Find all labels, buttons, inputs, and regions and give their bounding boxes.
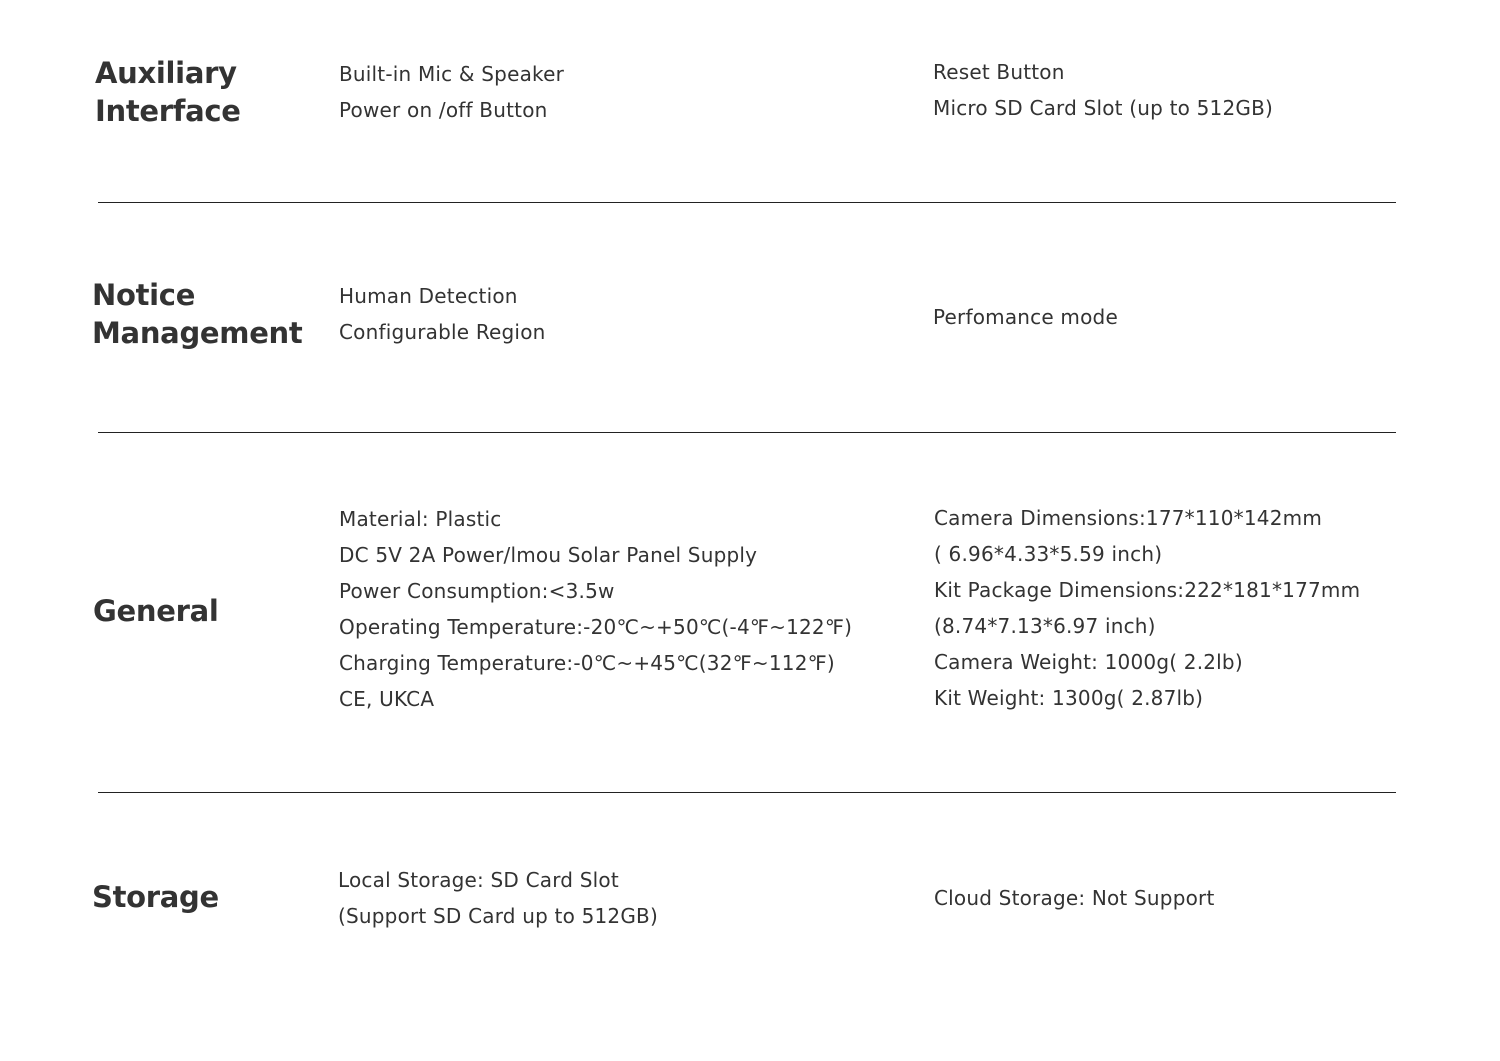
section-label-line: Auxiliary <box>95 56 237 90</box>
spec-item: Power on /off Button <box>339 98 548 122</box>
spec-column-left <box>339 56 564 128</box>
spec-column-right <box>934 880 1215 916</box>
spec-item: Built-in Mic & Speaker <box>339 62 565 86</box>
section-label-line: General <box>93 594 219 628</box>
spec-item: Kit Weight: 1300g( 2.87lb) <box>934 686 1204 710</box>
section-divider <box>98 202 1396 203</box>
section-label-line: Notice <box>92 278 196 312</box>
spec-item: Kit Package Dimensions:222*181*177mm <box>934 578 1361 602</box>
spec-item: DC 5V 2A Power/lmou Solar Panel Supply <box>339 543 758 567</box>
section-label-line: Management <box>92 316 303 350</box>
spec-column-left <box>338 862 658 934</box>
spec-column-right <box>933 299 1118 335</box>
spec-item: Operating Temperature:-20℃~+50℃(-4℉~122℉) <box>339 615 853 639</box>
spec-item: Configurable Region <box>339 320 546 344</box>
spec-column-right <box>934 500 1360 716</box>
section-divider <box>98 792 1396 793</box>
spec-column-left <box>339 278 546 350</box>
spec-item: Material: Plastic <box>339 507 502 531</box>
spec-item: ( 6.96*4.33*5.59 inch) <box>934 542 1163 566</box>
spec-item: Local Storage: SD Card Slot <box>338 868 619 892</box>
spec-item: (8.74*7.13*6.97 inch) <box>934 614 1156 638</box>
section-divider <box>98 432 1396 433</box>
section-label <box>93 592 219 630</box>
spec-item: Camera Dimensions:177*110*142mm <box>934 506 1322 530</box>
spec-item: Perfomance mode <box>933 305 1118 329</box>
spec-item: CE, UKCA <box>339 687 435 711</box>
spec-item: Reset Button <box>933 60 1065 84</box>
spec-item: Cloud Storage: Not Support <box>934 886 1215 910</box>
spec-item: Camera Weight: 1000g( 2.2lb) <box>934 650 1243 674</box>
section-label <box>92 276 302 352</box>
section-label-line: Interface <box>95 94 241 128</box>
spec-item: (Support SD Card up to 512GB) <box>338 904 658 928</box>
spec-item: Human Detection <box>339 284 518 308</box>
spec-item: Micro SD Card Slot (up to 512GB) <box>933 96 1274 120</box>
spec-column-right <box>933 54 1273 126</box>
section-label-line: Storage <box>92 880 219 914</box>
section-label <box>95 54 241 130</box>
spec-column-left <box>339 501 852 717</box>
spec-item: Power Consumption:<3.5w <box>339 579 615 603</box>
section-label <box>92 878 219 916</box>
spec-item: Charging Temperature:-0℃~+45℃(32℉~112℉) <box>339 651 835 675</box>
